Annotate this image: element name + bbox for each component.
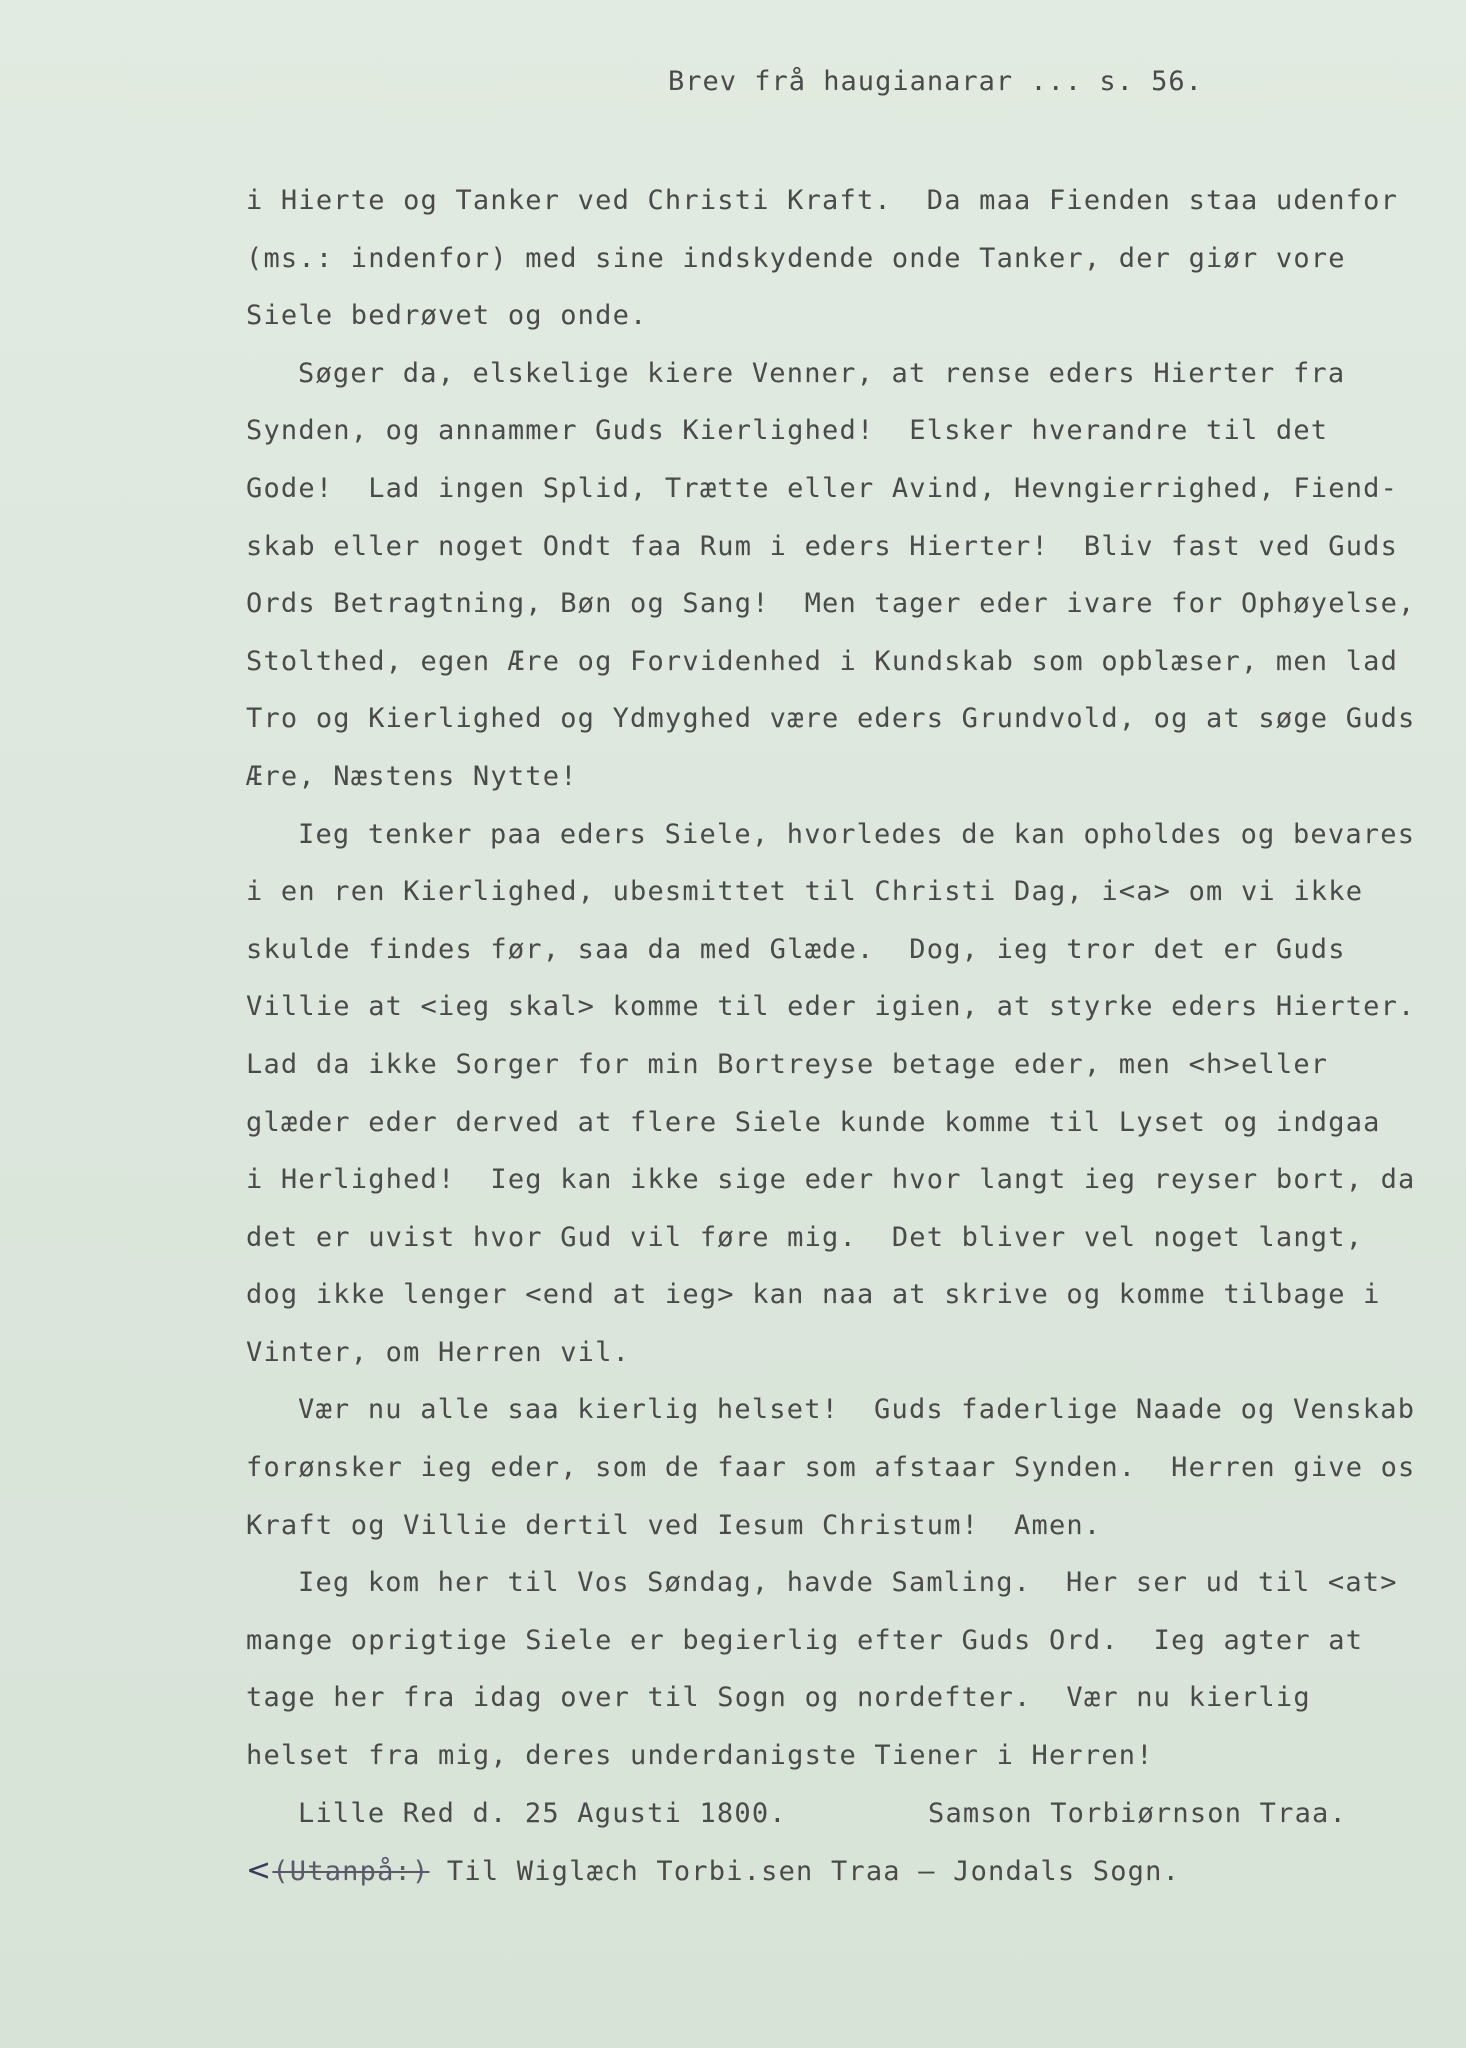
- letter-line: Synden, og annammer Guds Kierlighed! Elsker hverandre til det: [246, 415, 1329, 447]
- letter-line: Ords Betragtning, Bøn og Sang! Men tager eder ivare for Ophøyelse,: [246, 588, 1416, 620]
- page-header: Brev frå haugianarar ... s. 56.: [668, 66, 1203, 97]
- signature-name: Samson Torbiørnson Traa.: [928, 1797, 1347, 1829]
- signature-line: [246, 1785, 1426, 1843]
- address-text: Til Wiglæch Torbi.sen Traa — Jondals Sogn.: [446, 1856, 1181, 1888]
- letter-line: (ms.: indenfor) med sine indskydende onde Tanker, der giør vore: [246, 242, 1346, 274]
- letter-line: Kraft og Villie dertil ved Iesum Christum! Amen.: [246, 1509, 1102, 1541]
- letter-line: Vær nu alle saa kierlig helset! Guds faderlige Naade og Venskab: [298, 1394, 1416, 1426]
- letter-line: mange oprigtige Siele er begierlig efter Guds Ord. Ieg agter at: [246, 1624, 1364, 1656]
- letter-line: Villie at <ieg skal> komme til eder igien, at styrke eders Hierter.: [246, 991, 1416, 1023]
- letter-paragraphs: [246, 172, 1426, 1785]
- letter-line: skulde findes før, saa da med Glæde. Dog, ieg tror det er Guds: [246, 933, 1346, 965]
- address-line: [246, 1842, 1426, 1900]
- letter-line: i Hierte og Tanker ved Christi Kraft. Da maa Fienden staa udenfor: [246, 185, 1399, 216]
- letter-line: Vinter, om Herren vil.: [246, 1336, 631, 1368]
- letter-line: Gode! Lad ingen Splid, Trætte eller Avind, Hevngierrighed, Fiend-: [246, 472, 1399, 504]
- letter-line: i Herlighed! Ieg kan ikke sige eder hvor langt ieg reyser bort, da: [246, 1164, 1416, 1196]
- letter-line: Lad da ikke Sorger for min Bortreyse betage eder, men <h>eller: [246, 1048, 1329, 1080]
- letter-line: Ieg tenker paa eders Siele, hvorledes de kan opholdes og bevares: [298, 818, 1416, 850]
- letter-line: Ieg kom her til Vos Søndag, havde Samling. Her ser ud til <at>: [298, 1567, 1398, 1599]
- letter-line: Søger da, elskelige kiere Venner, at rense eders Hierter fra: [298, 357, 1346, 389]
- letter-line: det er uvist hvor Gud vil føre mig. Det bliver vel noget langt,: [246, 1221, 1364, 1253]
- letter-line: skab eller noget Ondt faa Rum i eders Hierter! Bliv fast ved Guds: [246, 530, 1399, 562]
- letter-line: dog ikke lenger <end at ieg> kan naa at skrive og komme tilbage i: [246, 1279, 1381, 1311]
- letter-line: Stolthed, egen Ære og Forvidenhed i Kundskab som opblæser, men lad: [246, 645, 1399, 677]
- signature-place-date: Lille Red d. 25 Agusti 1800.: [298, 1797, 787, 1829]
- letter-line: i en ren Kierlighed, ubesmittet til Christi Dag, i<a> om vi ikke: [246, 876, 1364, 908]
- letter-line: Siele bedrøvet og onde.: [246, 300, 648, 332]
- letter-body: [246, 172, 1426, 1900]
- letter-line: Ære, Næstens Nytte!: [246, 760, 578, 792]
- handwritten-arrow-mark: <: [246, 1853, 273, 1889]
- address-struck-label: (Utanpå:): [272, 1856, 430, 1888]
- letter-line: forønsker ieg eder, som de faar som afstaar Synden. Herren give os: [246, 1452, 1416, 1484]
- letter-line: tage her fra idag over til Sogn og nordefter. Vær nu kierlig: [246, 1682, 1311, 1714]
- letter-line: helset fra mig, deres underdanigste Tiener i Herren!: [246, 1740, 1154, 1772]
- letter-line: Tro og Kierlighed og Ydmyghed være eders Grundvold, og at søge Guds: [246, 703, 1416, 735]
- letter-line: glæder eder derved at flere Siele kunde komme til Lyset og indgaa: [246, 1106, 1381, 1138]
